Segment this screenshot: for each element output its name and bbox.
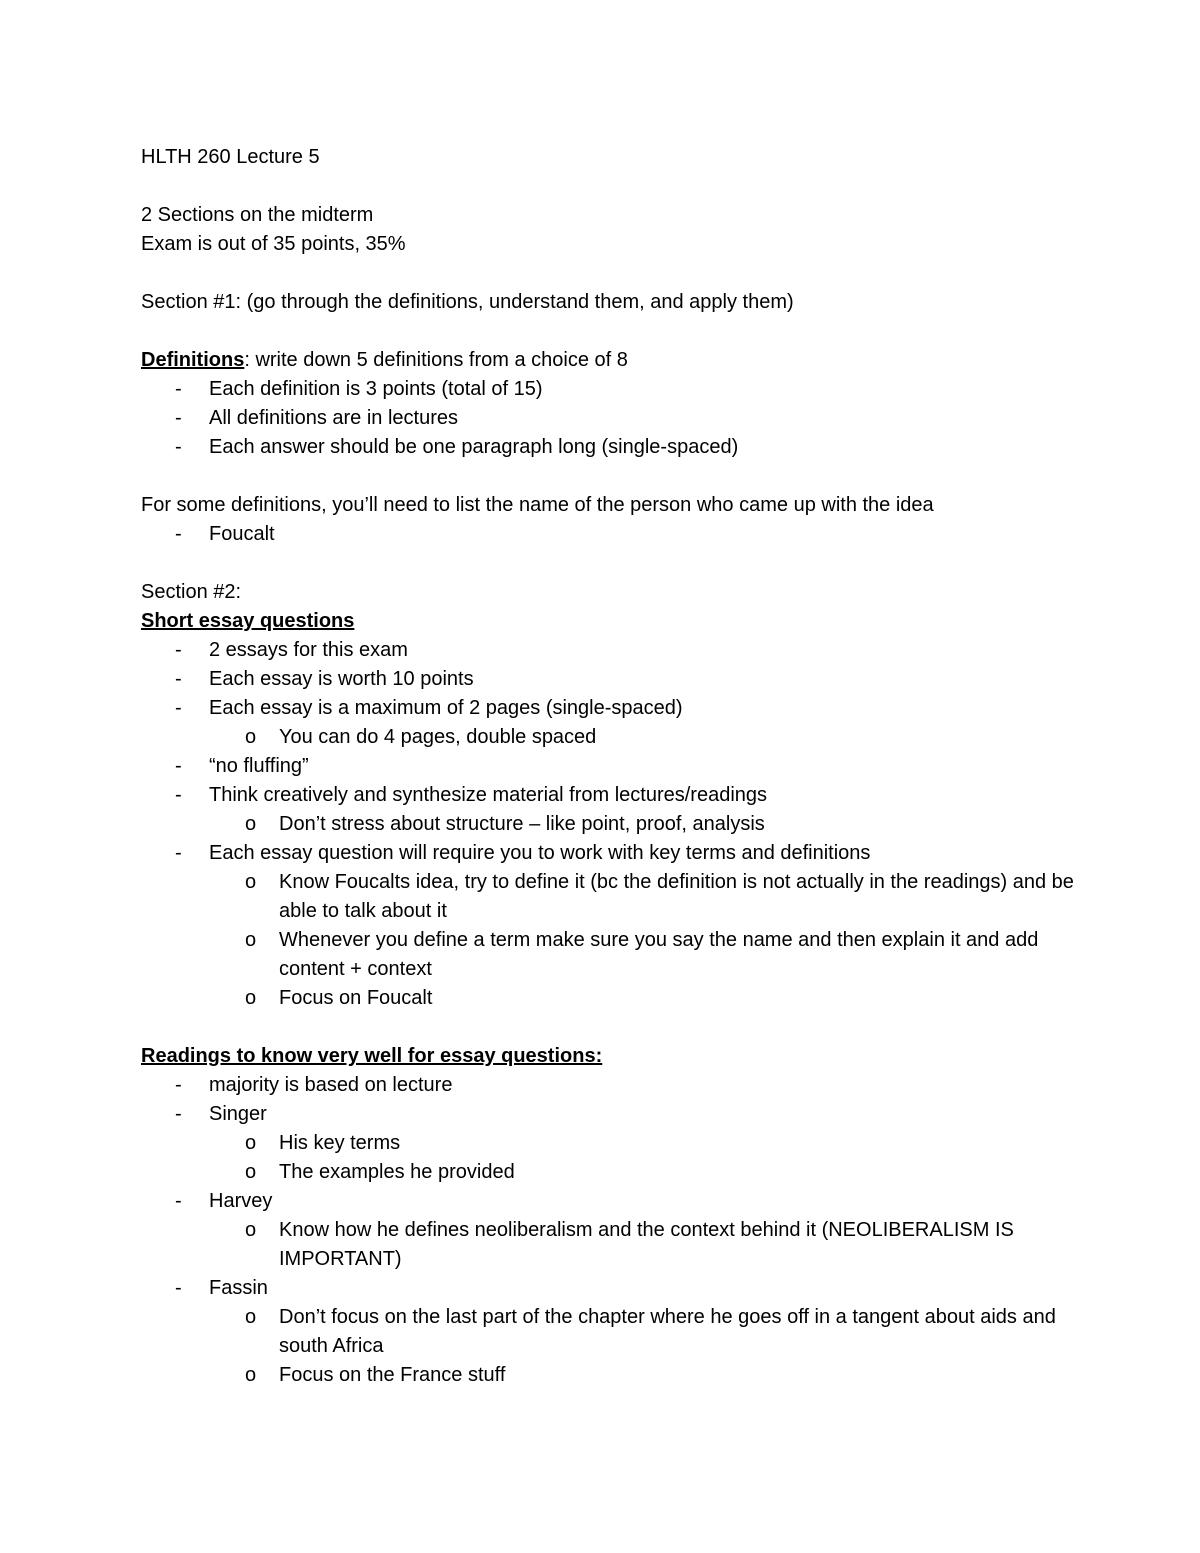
dash-bullet: - [175, 842, 182, 864]
spacer [141, 317, 1101, 346]
spacer [141, 549, 1101, 578]
circle-bullet: o [245, 726, 257, 748]
list-item [141, 520, 1101, 549]
spacer [141, 259, 1101, 288]
list-item [141, 433, 1101, 462]
list-item [141, 1187, 1101, 1216]
sub-list-item-text: Focus on Foucalt [279, 987, 433, 1009]
sub-list-item-text: Focus on the France stuff [279, 1364, 506, 1386]
circle-bullet: o [245, 1161, 257, 1183]
dash-bullet: - [175, 436, 182, 458]
dash-bullet: - [175, 784, 182, 806]
list-item-text: All definitions are in lectures [209, 407, 459, 429]
document-title: HLTH 260 Lecture 5 [141, 146, 320, 168]
sub-list-item [141, 810, 1101, 839]
definitions-heading: Definitions [141, 349, 245, 371]
circle-bullet: o [245, 1132, 257, 1154]
some-definitions-line: For some definitions, you’ll need to list the name of the person who came up with the idea [141, 494, 934, 516]
list-item-text: Think creatively and synthesize material from lectures/readings [209, 784, 768, 806]
list-item [141, 404, 1101, 433]
dash-bullet: - [175, 407, 182, 429]
dash-bullet: - [175, 1190, 182, 1212]
list-item-text: Foucalt [209, 523, 275, 545]
dash-bullet: - [175, 668, 182, 690]
spacer [141, 172, 1101, 201]
list-item-text: “no fluffing” [209, 755, 309, 777]
spacer [141, 462, 1101, 491]
sub-list-item [141, 926, 1101, 984]
circle-bullet: o [245, 1306, 257, 1328]
sub-list-item [141, 1216, 1101, 1274]
dash-bullet: - [175, 1277, 182, 1299]
list-item-text: 2 essays for this exam [209, 639, 408, 661]
sub-list-item-text: Don’t focus on the last part of the chapter where he goes off in a tangent about aids and south Africa [279, 1306, 1056, 1357]
circle-bullet: o [245, 987, 257, 1009]
sub-list-item-text: Know how he defines neoliberalism and the context behind it (NEOLIBERALISM IS IMPORTANT) [279, 1219, 1014, 1270]
list-item-text: majority is based on lecture [209, 1074, 453, 1096]
sub-list-item-text: You can do 4 pages, double spaced [279, 726, 597, 748]
sub-list-item [141, 984, 1101, 1013]
list-item-text: Harvey [209, 1190, 273, 1212]
sub-list-item [141, 1361, 1101, 1390]
dash-bullet: - [175, 697, 182, 719]
list-item [141, 781, 1101, 810]
intro-line: 2 Sections on the midterm [141, 204, 374, 226]
section-1-line: Section #1: (go through the definitions, understand them, and apply them) [141, 291, 794, 313]
list-item [141, 1274, 1101, 1303]
list-item [141, 839, 1101, 868]
circle-bullet: o [245, 813, 257, 835]
list-item-text: Each answer should be one paragraph long (single-spaced) [209, 436, 739, 458]
list-item [141, 752, 1101, 781]
list-item-text: Each essay question will require you to work with key terms and definitions [209, 842, 871, 864]
dash-bullet: - [175, 378, 182, 400]
short-essay-heading: Short essay questions [141, 610, 355, 632]
sub-list-item-text: Whenever you define a term make sure you say the name and then explain it and add content + context [279, 929, 1039, 980]
spacer [141, 1013, 1101, 1042]
list-item [141, 375, 1101, 404]
list-item-text: Singer [209, 1103, 267, 1125]
list-item [141, 636, 1101, 665]
document-body [141, 143, 1101, 1390]
intro-line: Exam is out of 35 points, 35% [141, 233, 406, 255]
circle-bullet: o [245, 871, 257, 893]
circle-bullet: o [245, 1219, 257, 1241]
definitions-text: : write down 5 definitions from a choice of 8 [244, 349, 628, 371]
sub-list-item-text: The examples he provided [279, 1161, 515, 1183]
readings-heading: Readings to know very well for essay questions: [141, 1045, 603, 1067]
section-2-line: Section #2: [141, 581, 242, 603]
sub-list-item-text: Don’t stress about structure – like point, proof, analysis [279, 813, 765, 835]
list-item-text: Each definition is 3 points (total of 15) [209, 378, 543, 400]
definitions-line [141, 346, 1101, 375]
dash-bullet: - [175, 639, 182, 661]
list-item [141, 1100, 1101, 1129]
list-item [141, 1071, 1101, 1100]
list-item [141, 694, 1101, 723]
dash-bullet: - [175, 523, 182, 545]
list-item-text: Fassin [209, 1277, 268, 1299]
dash-bullet: - [175, 1103, 182, 1125]
sub-list-item [141, 1303, 1101, 1361]
sub-list-item [141, 723, 1101, 752]
circle-bullet: o [245, 1364, 257, 1386]
sub-list-item-text: His key terms [279, 1132, 401, 1154]
dash-bullet: - [175, 755, 182, 777]
list-item-text: Each essay is a maximum of 2 pages (single-spaced) [209, 697, 683, 719]
list-item [141, 665, 1101, 694]
sub-list-item-text: Know Foucalts idea, try to define it (bc the definition is not actually in the readings) and be able to talk about it [279, 871, 1074, 922]
dash-bullet: - [175, 1074, 182, 1096]
sub-list-item [141, 1129, 1101, 1158]
list-item-text: Each essay is worth 10 points [209, 668, 474, 690]
circle-bullet: o [245, 929, 257, 951]
sub-list-item [141, 868, 1101, 926]
sub-list-item [141, 1158, 1101, 1187]
